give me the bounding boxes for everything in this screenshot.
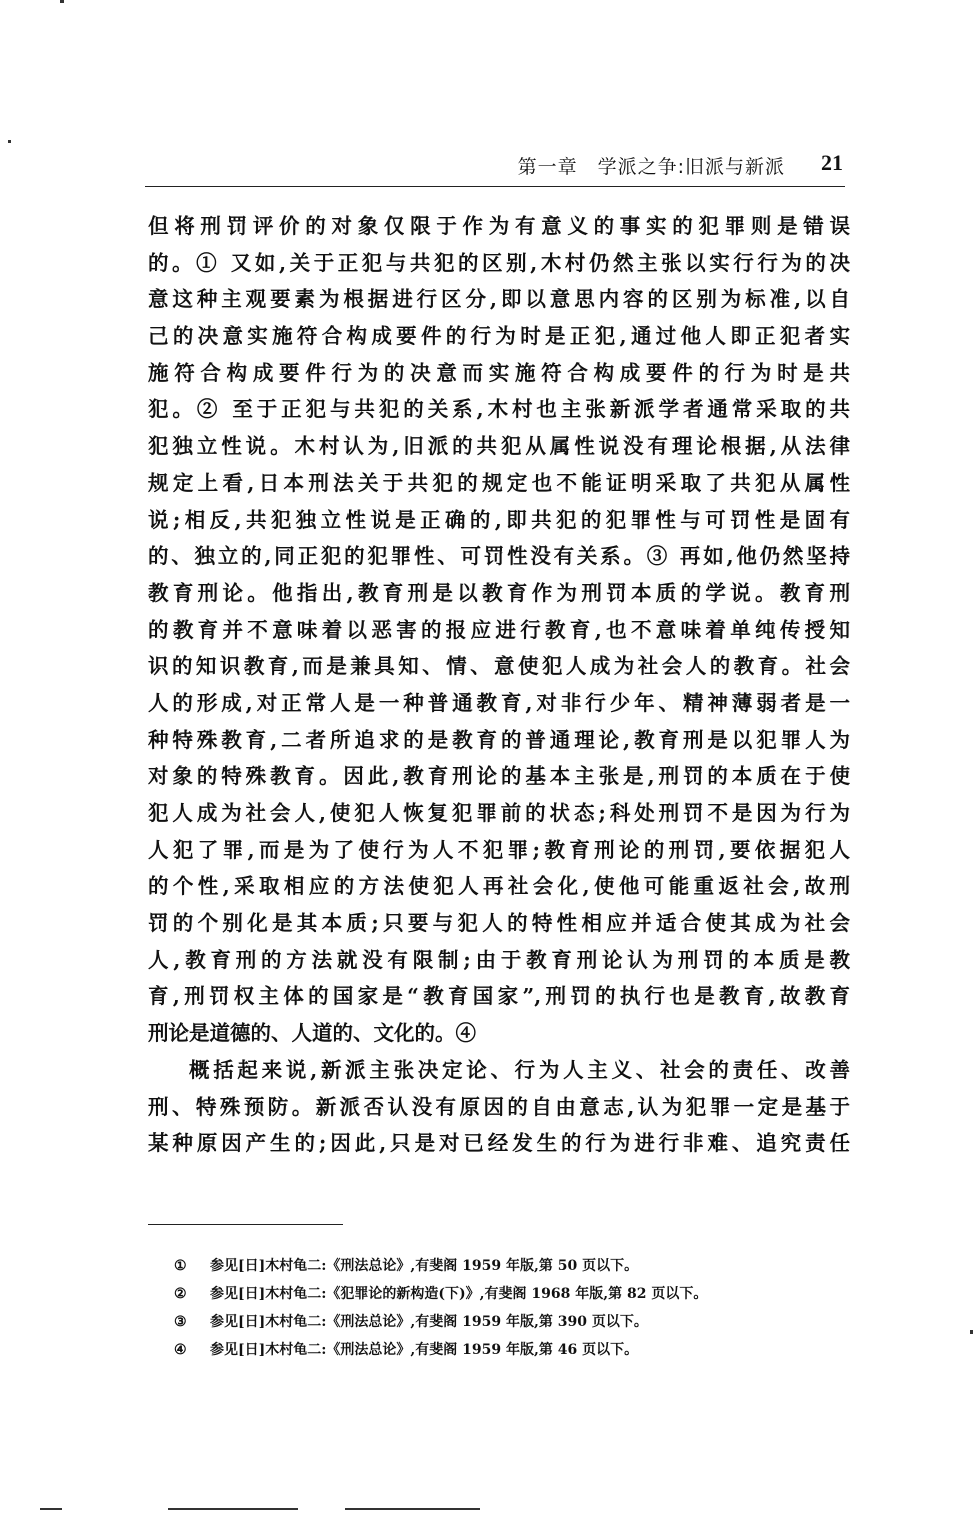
scan-speck [60,0,64,3]
footnotes [148,1252,850,1364]
text-line: 说;相反,共犯独立性说是正确的,即共犯的犯罪性与可罚性是固有 [148,507,850,532]
footnote [148,1336,850,1364]
running-title: 第一章 学派之争:旧派与新派 [517,156,785,178]
text-line: 的个性,采取相应的方法使犯人再社会化,使他可能重返社会,故刑 [148,874,850,899]
text-line: 教育刑论。他指出,教育刑是以教育作为刑罚本质的学说。教育刑 [148,580,850,605]
text-line: 对象的特殊教育。因此,教育刑论的基本主张是,刑罚的本质在于使 [148,764,850,789]
header-rule [145,186,845,187]
running-header [145,150,845,184]
footnote [148,1252,850,1280]
text-line: 规定上看,日本刑法关于共犯的规定也不能证明采取了共犯从属性 [148,470,850,495]
footnote-rule [148,1224,343,1225]
footnote-mark: ① [174,1258,187,1274]
text-line: 犯。② 至于正犯与共犯的关系,木村也主张新派学者通常采取的共 [148,397,850,422]
scan-speck [8,140,11,143]
footnote-mark: ② [174,1286,187,1302]
footnote-text: 参见[日]木村龟二:《刑法总论》,有斐阁 1959 年版,第 50 页以下。 [210,1258,639,1274]
scan-speck [168,1508,298,1510]
body-text [148,208,850,1162]
text-line: 刑论是道德的、人道的、文化的。④ [148,1021,476,1046]
text-line: 人犯了罪,而是为了使行为人不犯罪;教育刑论的刑罚,要依据犯人 [148,837,850,862]
text-line: 育,刑罚权主体的国家是“教育国家”,刑罚的执行也是教育,故教育 [148,984,850,1009]
footnote [148,1280,850,1308]
text-line: 人,教育刑的方法就没有限制;由于教育刑论认为刑罚的本质是教 [148,947,850,972]
text-line: 的教育并不意味着以恶害的报应进行教育,也不意味着单纯传授知 [148,617,850,642]
scan-speck [345,1508,480,1510]
page-number: 21 [821,150,843,175]
text-line: 犯独立性说。木村认为,旧派的共犯从属性说没有理论根据,从法律 [148,434,850,459]
text-line: 罚的个别化是其本质;只要与犯人的特性相应并适合使其成为社会 [148,911,850,936]
footnote-mark: ④ [174,1342,187,1358]
text-line: 施符合构成要件行为的决意而实施符合构成要件的行为时是共 [148,360,850,385]
footnote [148,1308,850,1336]
text-line: 某种原因产生的;因此,只是对已经发生的行为进行非难、追究责任 [148,1131,850,1156]
text-line-paragraph-start: 概括起来说,新派主张决定论、行为人主义、社会的责任、改善 [189,1057,850,1082]
scan-speck [40,1508,62,1510]
text-line: 的。① 又如,关于正犯与共犯的区别,木村仍然主张以实行行为的决 [148,250,850,275]
text-line: 但将刑罚评价的对象仅限于作为有意义的事实的犯罪则是错误 [148,214,850,238]
footnote-text: 参见[日]木村龟二:《犯罪论的新构造(下)》,有斐阁 1968 年版,第 82 页以下。 [210,1286,708,1302]
text-line: 的、独立的,同正犯的犯罪性、可罚性没有关系。③ 再如,他仍然坚持 [148,544,850,569]
scan-speck [970,1330,973,1334]
text-line: 识的知识教育,而是兼具知、情、意使犯人成为社会人的教育。社会 [148,654,850,679]
footnote-text: 参见[日]木村龟二:《刑法总论》,有斐阁 1959 年版,第 390 页以下。 [210,1314,648,1330]
footnote-mark: ③ [174,1314,187,1330]
footnote-text: 参见[日]木村龟二:《刑法总论》,有斐阁 1959 年版,第 46 页以下。 [210,1342,639,1358]
text-line: 犯人成为社会人,使犯人恢复犯罪前的状态;科处刑罚不是因为行为 [148,801,850,825]
text-line: 意这种主观要素为根据进行区分,即以意思内容的区别为标准,以自 [148,287,850,312]
text-line: 刑、特殊预防。新派否认没有原因的自由意志,认为犯罪一定是基于 [148,1094,850,1119]
text-line: 种特殊教育,二者所追求的是教育的普通理论,教育刑是以犯罪人为 [148,727,850,752]
text-line: 人的形成,对正常人是一种普通教育,对非行少年、精神薄弱者是一 [148,690,850,715]
text-line: 己的决意实施符合构成要件的行为时是正犯,通过他人即正犯者实 [148,324,850,349]
